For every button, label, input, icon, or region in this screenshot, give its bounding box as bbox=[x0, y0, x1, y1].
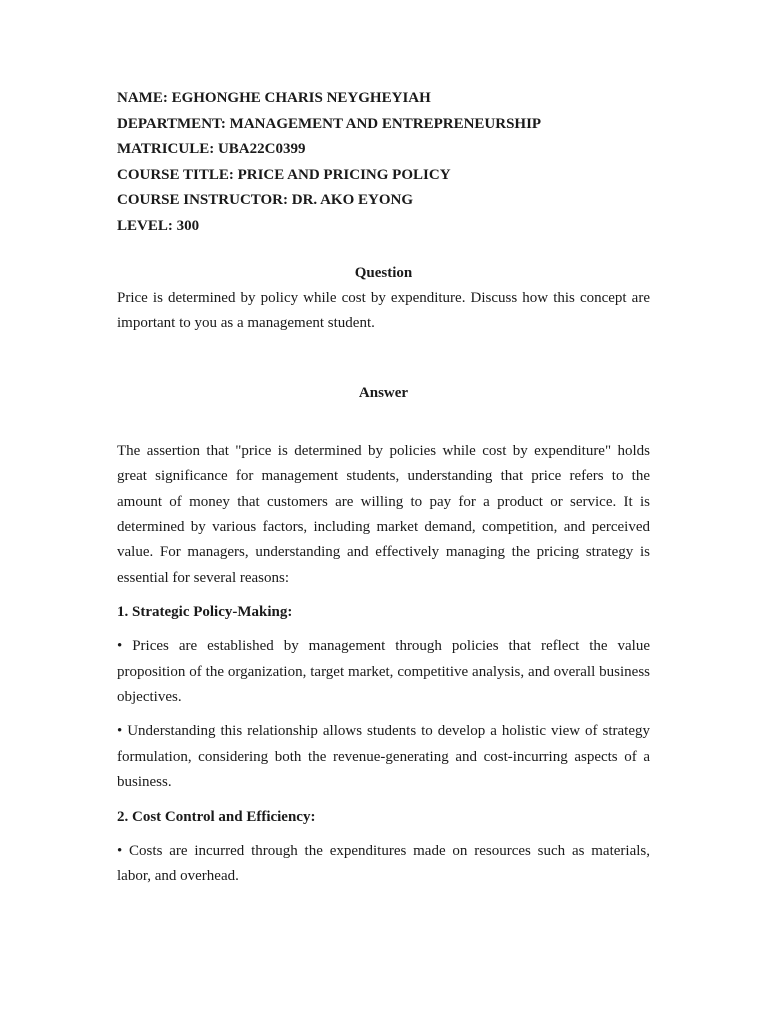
department: DEPARTMENT: MANAGEMENT AND ENTREPRENEURSHIP bbox=[117, 115, 542, 132]
bullet-paragraph: • Costs are incurred through the expenditures made on resources such as materials, labor, and overhead. bbox=[117, 842, 650, 885]
bullet-paragraph: • Prices are established by management through policies that reflect the value proposition of the organization, target market, competitive analysis, and overall business objectives. bbox=[117, 638, 650, 706]
level: LEVEL: 300 bbox=[117, 217, 200, 234]
document-content bbox=[117, 86, 650, 890]
answer-intro: The assertion that "price is determined by policies while cost by expenditure" holds great significance for management students, understanding that price refers to the amount of money that customers are willing to pay for a product or service. It is determined by various factors, including market demand, competition, and perceived value. For managers, understanding and effectively managing the pricing strategy is essential for several reasons: bbox=[117, 442, 650, 586]
section-heading: 2. Cost Control and Efficiency: bbox=[117, 808, 316, 825]
answer-heading: Answer bbox=[358, 384, 409, 401]
course-instructor: COURSE INSTRUCTOR: DR. AKO EYONG bbox=[117, 192, 414, 208]
section-heading: 1. Strategic Policy-Making: bbox=[117, 604, 293, 621]
matricule: MATRICULE: UBA22C0399 bbox=[117, 141, 306, 157]
bullet-paragraph: • Understanding this relationship allows students to develop a holistic view of strategy formulation, considering both the revenue-generating and cost-incurring aspects of a business. bbox=[117, 723, 650, 791]
course-title: COURSE TITLE: PRICE AND PRICING POLICY bbox=[117, 166, 451, 183]
question-text: Price is determined by policy while cost by expenditure. Discuss how this concept are important to you as a management student. bbox=[117, 290, 650, 332]
question-heading: Question bbox=[354, 265, 413, 281]
student-name: NAME: EGHONGHE CHARIS NEYGHEYIAH bbox=[117, 90, 431, 106]
